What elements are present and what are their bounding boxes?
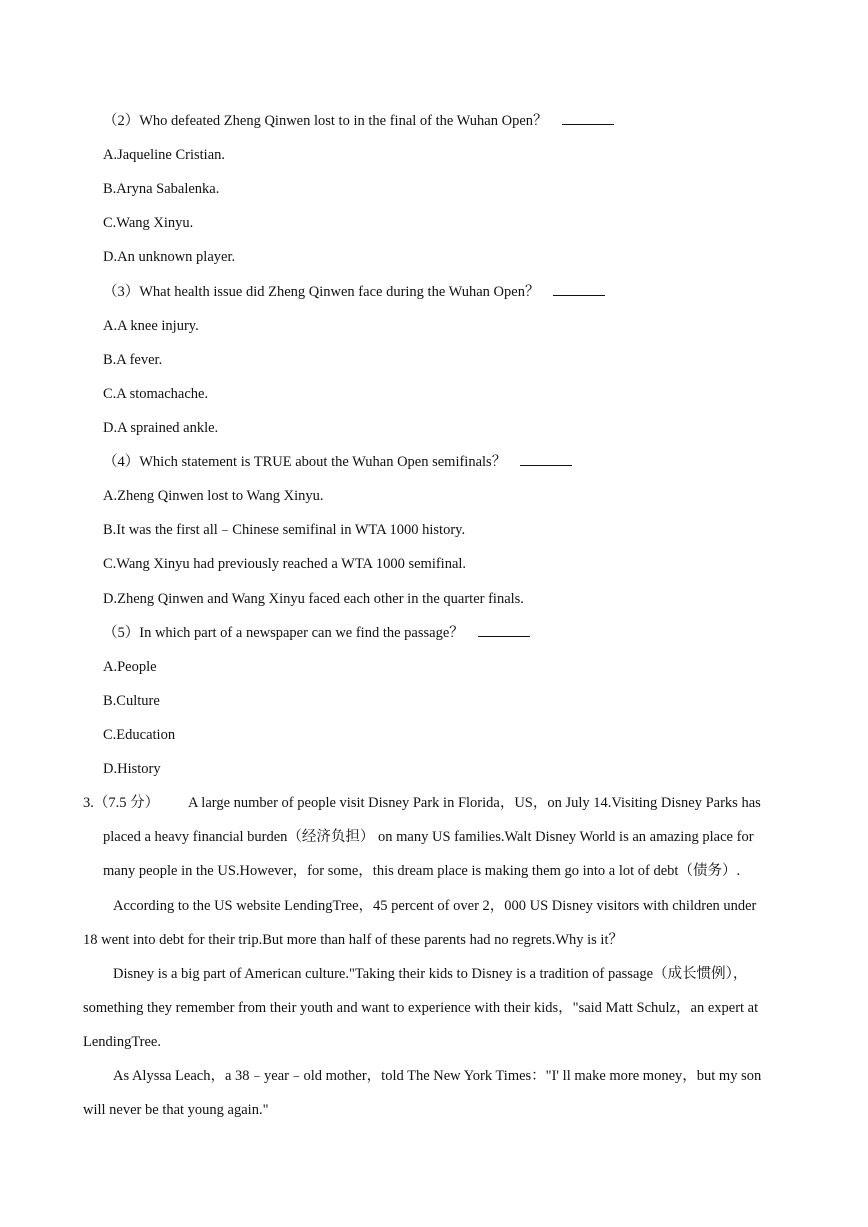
answer-blank-3[interactable] [553,283,605,296]
question-5-stem [103,624,530,642]
question-3-option-d: D.A sprained ankle. [103,420,219,436]
answer-blank-2[interactable] [562,112,614,125]
answer-blank-4[interactable] [520,453,572,466]
passage-p1-line-2: placed a heavy financial burden（经济负担） on many US families.Walt Disney World is an amazing place for [103,829,754,845]
passage-p3-line-1: Disney is a big part of American culture."Taking their kids to Disney is a tradition of passage（成长惯例）， [113,966,748,982]
passage-p2-line-2: 18 went into debt for their trip.But more than half of these parents had no regrets.Why is it？ [83,932,623,948]
passage-p4-line-1: As Alyssa Leach，a 38﹣year﹣old mother，told The New York Times："I' ll make more money，but my son [113,1068,762,1084]
question-3-text: （3）What health issue did Zheng Qinwen face during the Wuhan Open？ [103,284,540,300]
question-4-stem [103,453,572,471]
question-2-text: （2）Who defeated Zheng Qinwen lost to in the final of the Wuhan Open？ [103,113,548,129]
passage-p3-line-3: LendingTree. [83,1034,161,1050]
question-5-option-c: C.Education [103,727,176,743]
question-4-option-a: A.Zheng Qinwen lost to Wang Xinyu. [103,488,324,504]
question-2-option-a: A.Jaqueline Cristian. [103,147,226,163]
section-3-number: 3.（7.5 分） [83,795,160,811]
passage-p4-line-2: will never be that young again." [83,1102,269,1118]
answer-blank-5[interactable] [478,624,530,637]
passage-p2-line-1: According to the US website LendingTree，45 percent of over 2，000 US Disney visitors with children under [113,898,757,914]
question-4-option-b: B.It was the first all﹣Chinese semifinal in WTA 1000 history. [103,522,466,538]
question-4-option-d: D.Zheng Qinwen and Wang Xinyu faced each other in the quarter finals. [103,591,524,607]
question-3-option-c: C.A stomachache. [103,386,209,402]
question-2-stem [103,112,614,130]
question-5-option-b: B.Culture [103,693,160,709]
question-3-stem [103,283,605,301]
question-2-option-c: C.Wang Xinyu. [103,215,194,231]
question-2-option-d: D.An unknown player. [103,249,236,265]
question-4-option-c: C.Wang Xinyu had previously reached a WTA 1000 semifinal. [103,556,467,572]
question-5-option-d: D.History [103,761,161,777]
question-5-text: （5）In which part of a newspaper can we find the passage？ [103,625,464,641]
question-2-option-b: B.Aryna Sabalenka. [103,181,220,197]
question-3-option-b: B.A fever. [103,352,163,368]
question-3-option-a: A.A knee injury. [103,318,199,334]
passage-p1-line-1: A large number of people visit Disney Park in Florida，US，on July 14.Visiting Disney Parks has [188,795,761,811]
question-5-option-a: A.People [103,659,157,675]
question-4-text: （4）Which statement is TRUE about the Wuhan Open semifinals？ [103,454,507,470]
passage-p1-line-3: many people in the US.However，for some，this dream place is making them go into a lot of debt（债务）. [103,863,741,879]
passage-p3-line-2: something they remember from their youth and want to experience with their kids，"said Matt Schulz，an expert at [83,1000,759,1016]
